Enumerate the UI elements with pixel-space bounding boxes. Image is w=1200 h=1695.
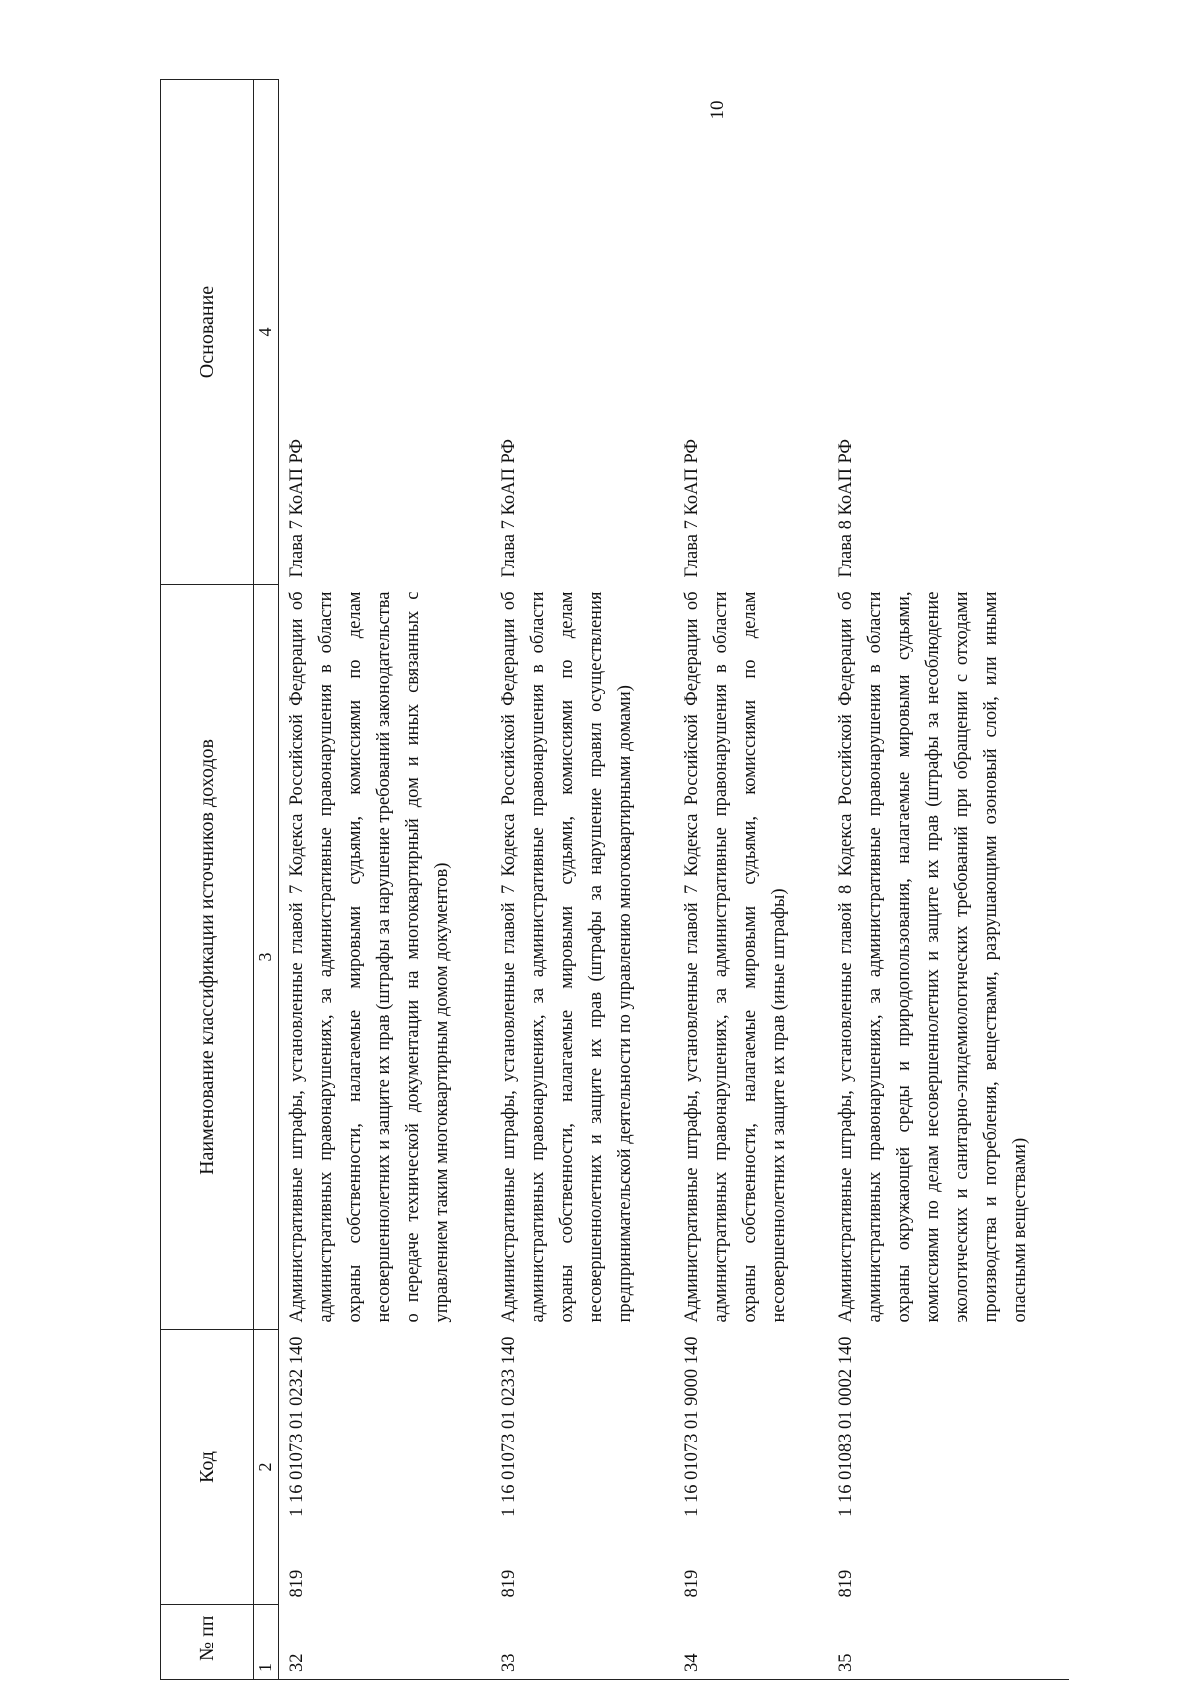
- row-name: Административные штрафы, установленные главой 7 Кодекса Российской Федерации об административных правонарушениях, за административные правонарушения в области охраны собственности, налагаемые мировыми судьями, комиссиями по делам несовершеннолетних и защите их прав (штрафы за нарушение требований законодательства о передаче технической документации на многоквартирный дом и иных связанных с управлением таким многоквартирным домом документов): [287, 591, 452, 1323]
- header-number: № пп: [161, 1605, 254, 1680]
- column-number: 1: [254, 1605, 279, 1680]
- row-basis: Глава 8 КоАП РФ: [836, 438, 856, 578]
- row-code: [279, 1330, 492, 1605]
- header-basis: Основание: [161, 80, 254, 585]
- column-number: 3: [254, 585, 279, 1330]
- row-number: 34: [674, 1605, 828, 1680]
- income-classification-table: [160, 79, 1069, 1680]
- row-basis: Глава 7 КоАП РФ: [287, 438, 307, 578]
- table-row: [279, 80, 492, 1680]
- header-code: Код: [161, 1330, 254, 1605]
- rotated-table-container: [160, 80, 1170, 1680]
- row-admin-code: 819: [287, 1569, 307, 1598]
- row-name: Административные штрафы, установленные главой 7 Кодекса Российской Федерации об административных правонарушениях, за административные правонарушения в области охраны собственности, налагаемые мировыми судьями, комиссиями по делам несовершеннолетних и защите их прав (иные штрафы): [682, 591, 789, 1323]
- column-number: 4: [254, 80, 279, 585]
- row-name: Административные штрафы, установленные главой 7 Кодекса Российской Федерации об административных правонарушениях, за административные правонарушения в области охраны собственности, налагаемые мировыми судьями, комиссиями по делам несовершеннолетних и защите их прав (штрафы за нарушение правил осуществления предпринимательской деятельности по управлению многоквартирными домами): [499, 591, 635, 1323]
- column-number-row: [254, 80, 279, 1680]
- row-number: 35: [828, 1605, 1069, 1680]
- table-row: [674, 80, 828, 1680]
- row-number: 33: [491, 1605, 674, 1680]
- row-name: Административные штрафы, установленные главой 8 Кодекса Российской Федерации об административных правонарушениях, за административные правонарушения в области охраны окружающей среды и природопользования, налагаемые мировыми судьями, комиссиями по делам несовершеннолетних и защите их прав (штрафы за несоблюдение экологических и санитарно-эпидемиологических требований при обращении с отходами производства и потребления, веществами, разрушающими озоновый слой, или иными опасными веществами): [836, 591, 1030, 1323]
- row-admin-code: 819: [836, 1569, 856, 1598]
- column-number: 2: [254, 1330, 279, 1605]
- row-admin-code: 819: [499, 1569, 519, 1598]
- page-number: 10: [707, 100, 728, 120]
- row-classification-code: 1 16 01073 01 0232 140: [287, 1336, 307, 1517]
- table-row: [828, 80, 1069, 1680]
- row-code: [828, 1330, 1069, 1605]
- row-basis: Глава 7 КоАП РФ: [682, 438, 702, 578]
- row-code: [491, 1330, 674, 1605]
- table-row: [491, 80, 674, 1680]
- header-name: Наименование классификации источников доходов: [161, 585, 254, 1330]
- row-classification-code: 1 16 01073 01 9000 140: [682, 1336, 702, 1517]
- row-code: [674, 1330, 828, 1605]
- row-classification-code: 1 16 01073 01 0233 140: [499, 1336, 519, 1517]
- row-basis: Глава 7 КоАП РФ: [499, 438, 519, 578]
- row-classification-code: 1 16 01083 01 0002 140: [836, 1336, 856, 1517]
- row-number: 32: [279, 1605, 492, 1680]
- table-header-row: [161, 80, 254, 1680]
- row-admin-code: 819: [682, 1569, 702, 1598]
